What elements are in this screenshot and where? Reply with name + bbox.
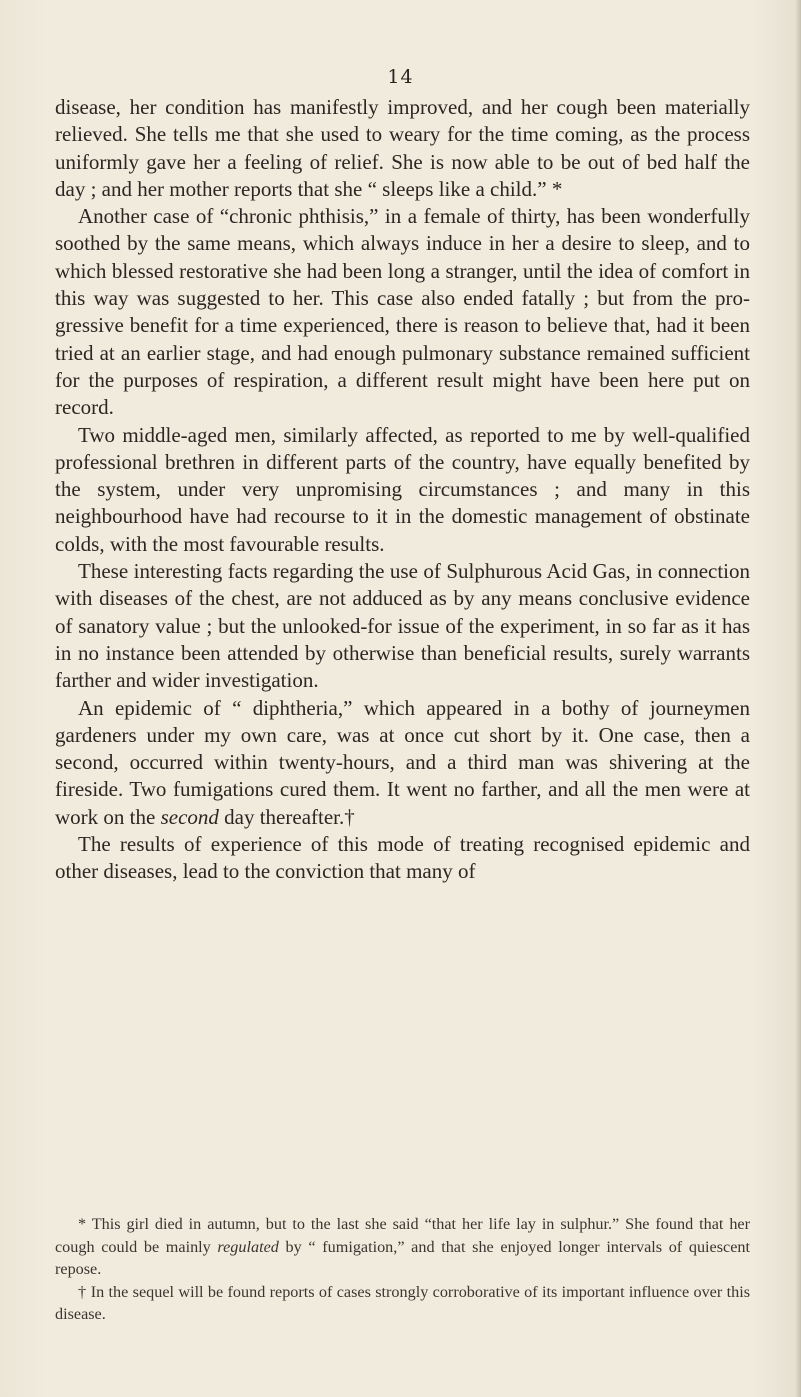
paragraph-italic: second	[160, 804, 219, 829]
footnote-italic: regulated	[217, 1237, 279, 1256]
paragraph: These interesting facts regarding the use of Sulphurous Acid Gas, in connection with diseases of the chest, are not adduced as by any means conclusive evidence of sanatory value ; but the unlooked-for issue of the experiment, in so far as it has in no instance been attended by otherwise than beneficial results, surely warrants farther and wider investigation.	[55, 559, 750, 693]
paragraph: Two middle-aged men, similarly affected, as reported to me by well-qualified professional brethren in different parts of the country, have equally benefited by the system, under very unpromising circumstances ; and many in this neighbourhood have had recourse to it in the domestic management of obstinate colds, with the most favourable results.	[55, 422, 750, 556]
page-number: 14	[387, 66, 414, 88]
paragraph-text: An epidemic of “ diphtheria,” which appeared in a bothy of journeymen gardeners under my own care, was at once cut short by it. One case, then a second, occurred within twenty-hours, and a third man was shivering at the fireside. Two fumigations cured them. It went no farther, and all the men were at work on the	[55, 695, 750, 829]
paragraph	[55, 695, 750, 831]
paragraph: The results of experience of this mode of treating recognised epidemic and other diseases, lead to the conviction that many of	[55, 832, 750, 884]
footnotes	[55, 1213, 750, 1326]
paragraph: Another case of “chronic phthisis,” in a female of thirty, has been wonderfully soothed by the same means, which always induce in her a desire to sleep, and to which blessed restorative she had been long a stranger, until the idea of comfort in this way was suggested to her. This case also ended fatally ; but from the progressive benefit for a time experienced, there is reason to believe that, had it been tried at an earlier stage, and had enough pulmonary substance remained sufficient for the purposes of respiration, a different result might have been here put on record.	[55, 204, 750, 420]
page-edge-shadow	[795, 0, 801, 1397]
paragraph-text: day thereafter.†	[218, 804, 355, 829]
paragraph: disease, her condition has manifestly improved, and her cough been materially relieved. She tells me that she used to weary for the time coming, as the process uniformly gave her a feeling of relief. She is now able to be out of bed half the day ; and her mother reports that she “ sleeps like a child.” *	[55, 95, 750, 201]
body-text	[55, 94, 750, 886]
footnote-text: by “ fumigation,” and that she enjoyed longer intervals of quiescent repose.	[55, 1237, 750, 1279]
footnote: † In the sequel will be found reports of cases strongly corroborative of its important influence over this disease.	[55, 1282, 750, 1324]
footnote-text: * This girl died in autumn, but to the last she said “that her life lay in sulphur.” She found that her cough could be mainly	[55, 1215, 750, 1256]
footnote	[55, 1213, 750, 1281]
